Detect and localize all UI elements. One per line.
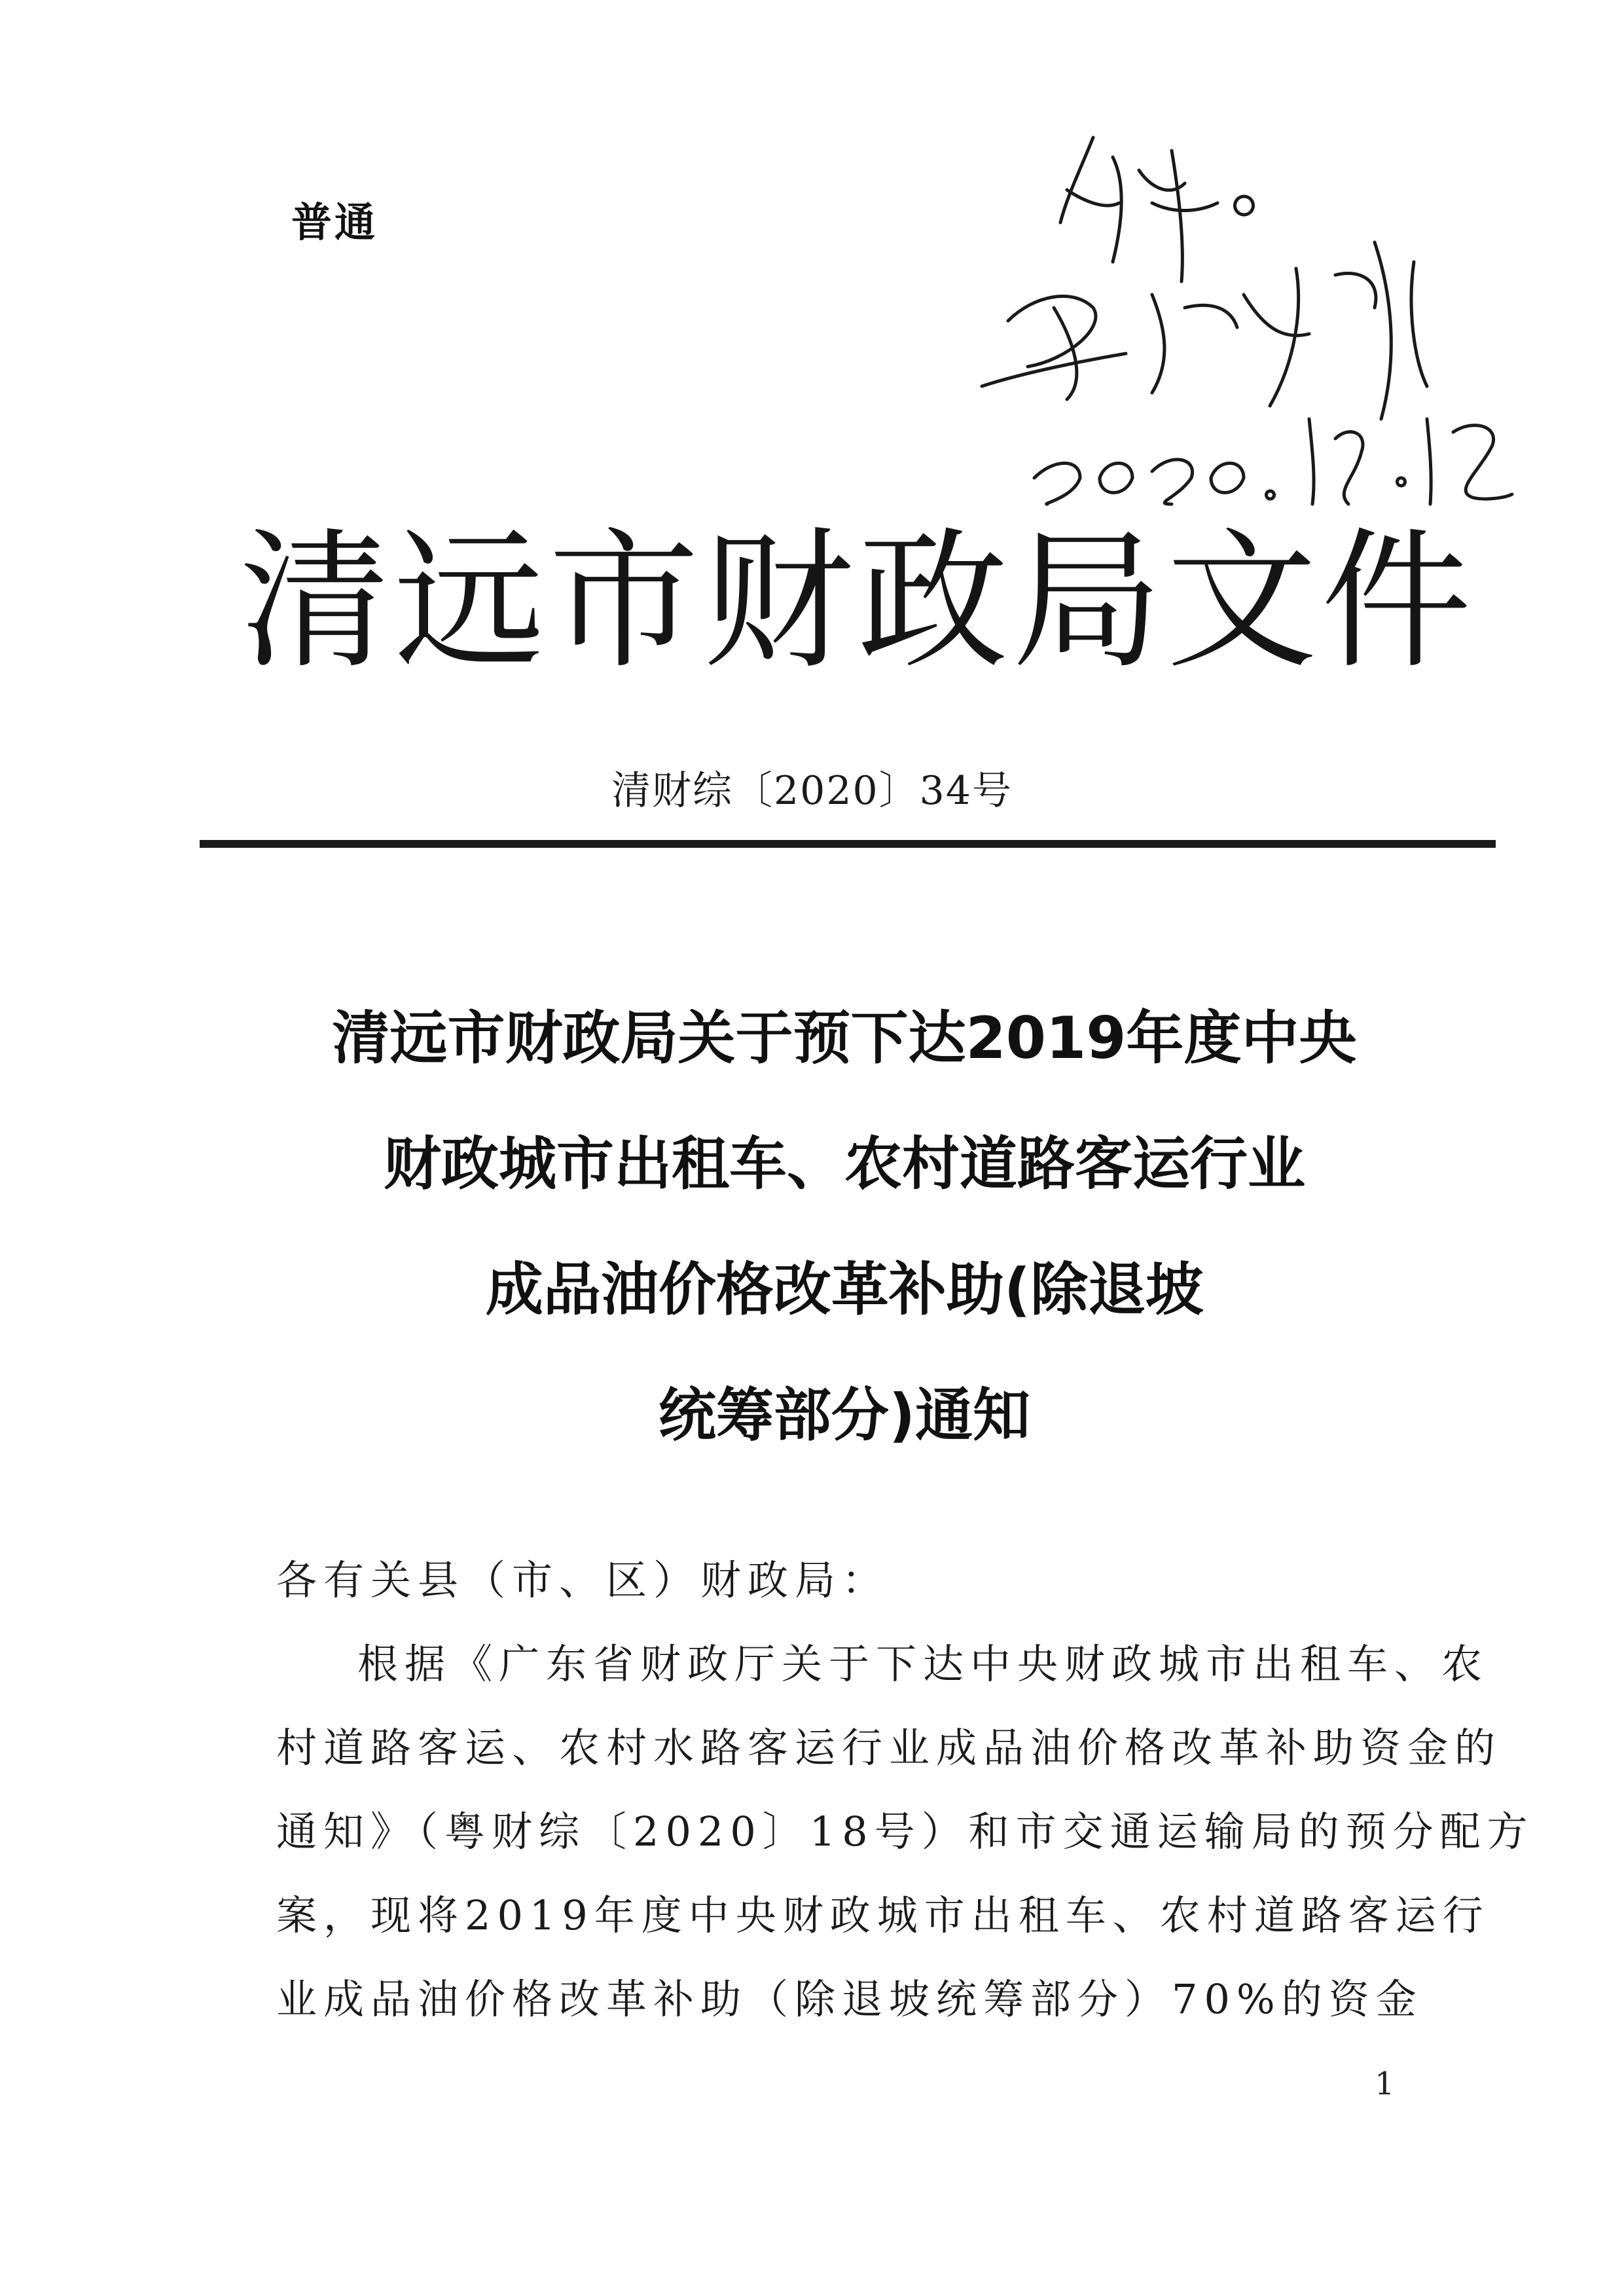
classification-label: 普通 bbox=[291, 198, 378, 246]
page-number: 1 bbox=[1375, 2066, 1395, 2102]
header-divider bbox=[200, 840, 1496, 848]
body-line: 业成品油价格改革补助（除退坡统筹部分）70%的资金 bbox=[276, 1975, 1423, 2023]
salutation: 各有关县（市、区）财政局： bbox=[276, 1556, 890, 1604]
title-line: 清远市财政局关于预下达2019年度中央 bbox=[332, 1004, 1357, 1072]
body-line: 根据《广东省财政厅关于下达中央财政城市出租车、农 bbox=[357, 1640, 1489, 1688]
title-line: 成品油价格改革补助(除退坡 bbox=[485, 1256, 1204, 1323]
issuer-header: 清远市财政局文件 bbox=[239, 515, 1475, 689]
title-line: 统筹部分)通知 bbox=[658, 1381, 1031, 1449]
title-line: 财政城市出租车、农村道路客运行业 bbox=[383, 1130, 1305, 1197]
handwritten-signature-annotation bbox=[956, 111, 1519, 517]
document-title bbox=[196, 975, 1492, 1478]
body-line: 村道路客运、农村水路客运行业成品油价格改革补助资金的 bbox=[276, 1724, 1502, 1772]
body-line: 案，现将2019年度中央财政城市出租车、农村道路客运行 bbox=[276, 1891, 1490, 1939]
body-line: 通知》（粤财综〔2020〕18号）和市交通运输局的预分配方 bbox=[276, 1808, 1534, 1855]
document-body bbox=[276, 1539, 1534, 2041]
document-number: 清财综〔2020〕34号 bbox=[611, 768, 1013, 814]
